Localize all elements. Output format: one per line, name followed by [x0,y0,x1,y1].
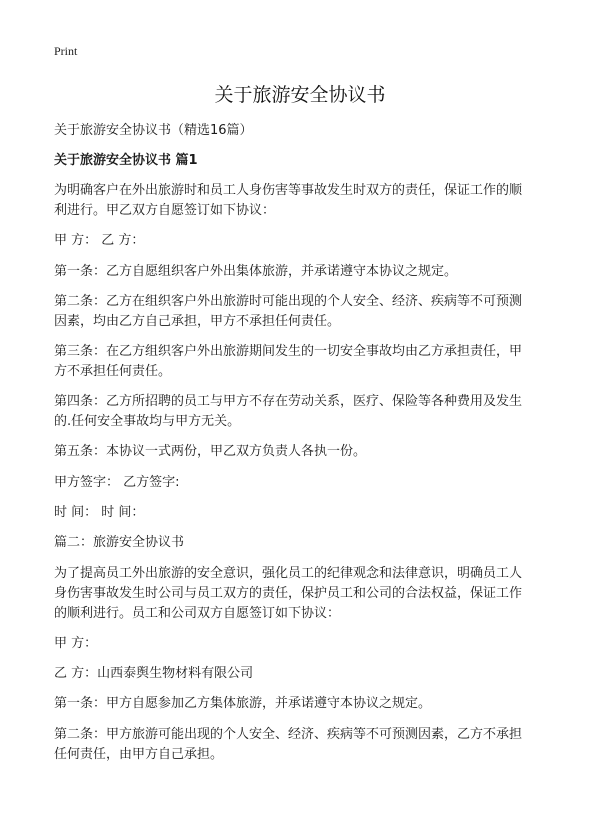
paragraph-2-line2: 身伤害事故发生时公司与员工双方的责任，保护员工和公司的合法权益，保证工作 [54,586,523,601]
article-5: 第五条：本协议一式两份，甲乙双方负责人各执一份。 [54,444,367,459]
time-line: 时 间： 时 间： [54,505,145,520]
doc-subtitle: 关于旅游安全协议书（精选16篇） [54,123,253,138]
article-4-line2: 的.任何安全事故均与甲方无关。 [54,414,241,429]
paragraph-2-line1: 为了提高员工外出旅游的安全意识，强化员工的纪律观念和法律意识，明确员工人 [54,566,523,581]
article-b1: 第一条：甲方自愿参加乙方集体旅游，并承诺遵守本协议之规定。 [54,696,432,711]
article-b2-line2: 任何责任，由甲方自己承担。 [54,747,224,762]
article-2-line2: 因素，均由乙方自己承担，甲方不承担任何责任。 [54,314,341,329]
paragraph-2-line3: 的顺利进行。员工和公司双方自愿签订如下协议： [54,606,341,621]
article-3-line2: 方不承担任何责任。 [54,364,172,379]
article-4-line1: 第四条：乙方所招聘的员工与甲方不存在劳动关系，医疗、保险等各种费用及发生 [54,394,523,409]
page-title: 关于旅游安全协议书 [214,84,386,106]
party-b-line: 乙 方：山西泰舆生物材料有限公司 [54,666,254,681]
section-heading-2: 篇二：旅游安全协议书 [54,535,185,550]
article-3-line1: 第三条：在乙方组织客户外出旅游期间发生的一切安全事故均由乙方承担责任，甲 [54,344,523,359]
section-heading-1: 关于旅游安全协议书 篇1 [54,153,198,168]
article-2-line1: 第二条：乙方在组织客户外出旅游时可能出现的个人安全、经济、疾病等不可预测 [54,294,523,309]
party-a-line: 甲 方： [54,636,98,651]
article-1: 第一条：乙方自愿组织客户外出集体旅游，并承诺遵守本协议之规定。 [54,264,458,279]
paragraph-intro-line1: 为明确客户在外出旅游时和员工人身伤害等事故发生时双方的责任，保证工作的顺 [54,183,523,198]
print-label[interactable]: Print [54,44,78,58]
signature-line: 甲方签字： 乙方签字: [54,475,180,490]
paragraph-intro-line2: 利进行。甲乙双方自愿签订如下协议： [54,203,276,218]
parties-line: 甲 方： 乙 方： [54,233,145,248]
article-b2-line1: 第二条：甲方旅游可能出现的个人安全、经济、疾病等不可预测因素，乙方不承担 [54,727,523,742]
